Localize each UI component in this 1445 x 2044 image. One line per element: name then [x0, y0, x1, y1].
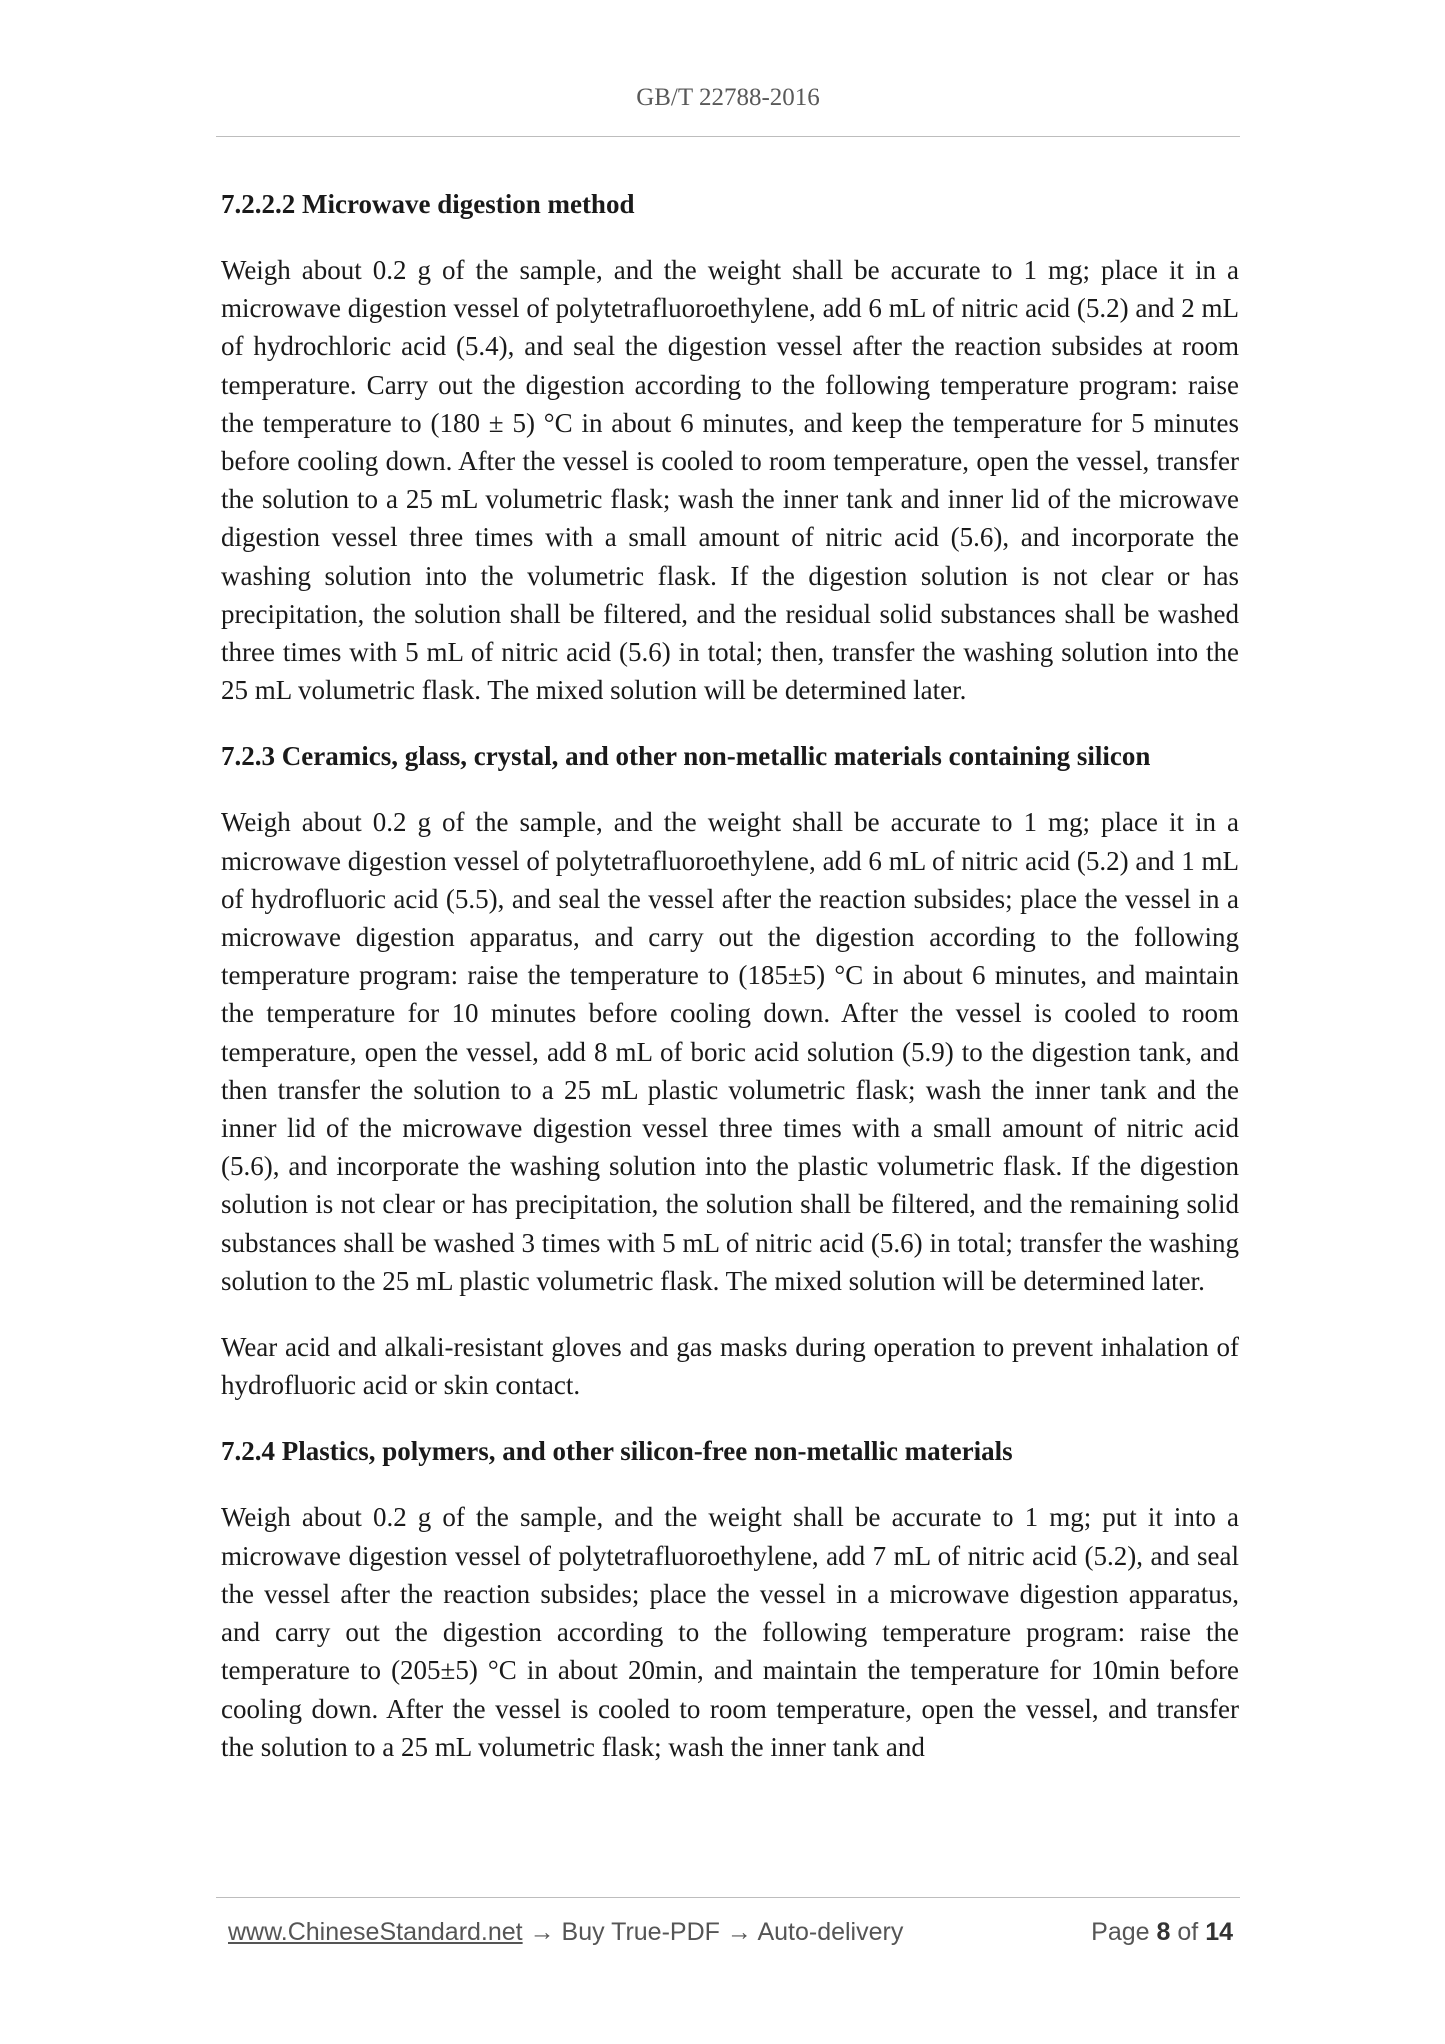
page-footer — [228, 1918, 1233, 1952]
section-heading-7-2-2-2: 7.2.2.2 Microwave digestion method — [221, 189, 635, 219]
section-heading-7-2-4: 7.2.4 Plastics, polymers, and other silicon-free non-metallic materials — [221, 1436, 1013, 1467]
paragraph: Weigh about 0.2 g of the sample, and the weight shall be accurate to 1 mg; place it in a microwave digestion vessel of polytetrafluoroethylene, add 6 mL of nitric acid (5.2) and 1 mL of hydrofluoric acid (5.5), and seal the vessel after the reaction subsides; place the vessel in a microwave digestion apparatus, and carry out the digestion according to the following temperature program: raise the temperature to (185±5) °C in about 6 minutes, and maintain the temperature for 10 minutes before cooling down. After the vessel is cooled to room temperature, open the vessel, add 8 mL of boric acid solution (5.9) to the digestion tank, and then transfer the solution to a 25 mL plastic volumetric flask; wash the inner tank and the inner lid of the microwave digestion vessel three times with a small amount of nitric acid (5.6), and incorporate the washing solution into the plastic volumetric flask. If the digestion solution is not clear or has precipitation, the solution shall be filtered, and the remaining solid substances shall be washed 3 times with 5 mL of nitric acid (5.6) in total; transfer the washing solution to the 25 mL plastic volumetric flask. The mixed solution will be determined later. — [221, 807, 1239, 1296]
header-divider — [216, 136, 1240, 137]
paragraph: Weigh about 0.2 g of the sample, and the weight shall be accurate to 1 mg; place it in a microwave digestion vessel of polytetrafluoroethylene, add 6 mL of nitric acid (5.2) and 2 mL of hydrochloric acid (5.4), and seal the digestion vessel after the reaction subsides at room temperature. Carry out the digestion according to the following temperature program: raise the temperature to (180 ± 5) °C in about 6 minutes, and keep the temperature for 5 minutes before cooling down. After the vessel is cooled to room temperature, open the vessel, transfer the solution to a 25 mL volumetric flask; wash the inner tank and inner lid of the microwave digestion vessel three times with a small amount of nitric acid (5.6), and incorporate the washing solution into the volumetric flask. If the digestion solution is not clear or has precipitation, the solution shall be filtered, and the residual solid substances shall be washed three times with 5 mL of nitric acid (5.6) in total; then, transfer the washing solution into the 25 mL volumetric flask. The mixed solution will be determined later. — [221, 255, 1239, 706]
page-label: Page — [1091, 1918, 1150, 1946]
page-header: GB/T 22788-2016 — [636, 84, 820, 111]
footer-promo — [228, 1918, 903, 1947]
site-link[interactable]: www.ChineseStandard.net — [228, 1918, 523, 1946]
buy-pdf-text: Buy True-PDF — [561, 1918, 720, 1946]
delivery-text: Auto-delivery — [757, 1918, 904, 1946]
page-of-label: of — [1177, 1918, 1199, 1946]
page-total: 14 — [1205, 1918, 1233, 1946]
footer-divider — [216, 1897, 1240, 1898]
document-body — [221, 180, 1239, 1794]
section-heading-7-2-3: 7.2.3 Ceramics, glass, crystal, and other non-metallic materials containing silicon — [221, 741, 1151, 772]
paragraph: Wear acid and alkali-resistant gloves and gas masks during operation to prevent inhalation of hydrofluoric acid or skin contact. — [221, 1332, 1239, 1401]
paragraph: Weigh about 0.2 g of the sample, and the weight shall be accurate to 1 mg; put it into a microwave digestion vessel of polytetrafluoroethylene, add 7 mL of nitric acid (5.2), and seal the vessel after the reaction subsides; place the vessel in a microwave digestion apparatus, and carry out the digestion according to the following temperature program: raise the temperature to (205±5) °C in about 20min, and maintain the temperature for 10min before cooling down. After the vessel is cooled to room temperature, open the vessel, and transfer the solution to a 25 mL volumetric flask; wash the inner tank and — [221, 1502, 1239, 1762]
page-current: 8 — [1156, 1918, 1171, 1946]
arrow-right-icon: → — [726, 1918, 752, 1946]
page-number — [1091, 1918, 1233, 1947]
arrow-right-icon: → — [529, 1918, 555, 1946]
